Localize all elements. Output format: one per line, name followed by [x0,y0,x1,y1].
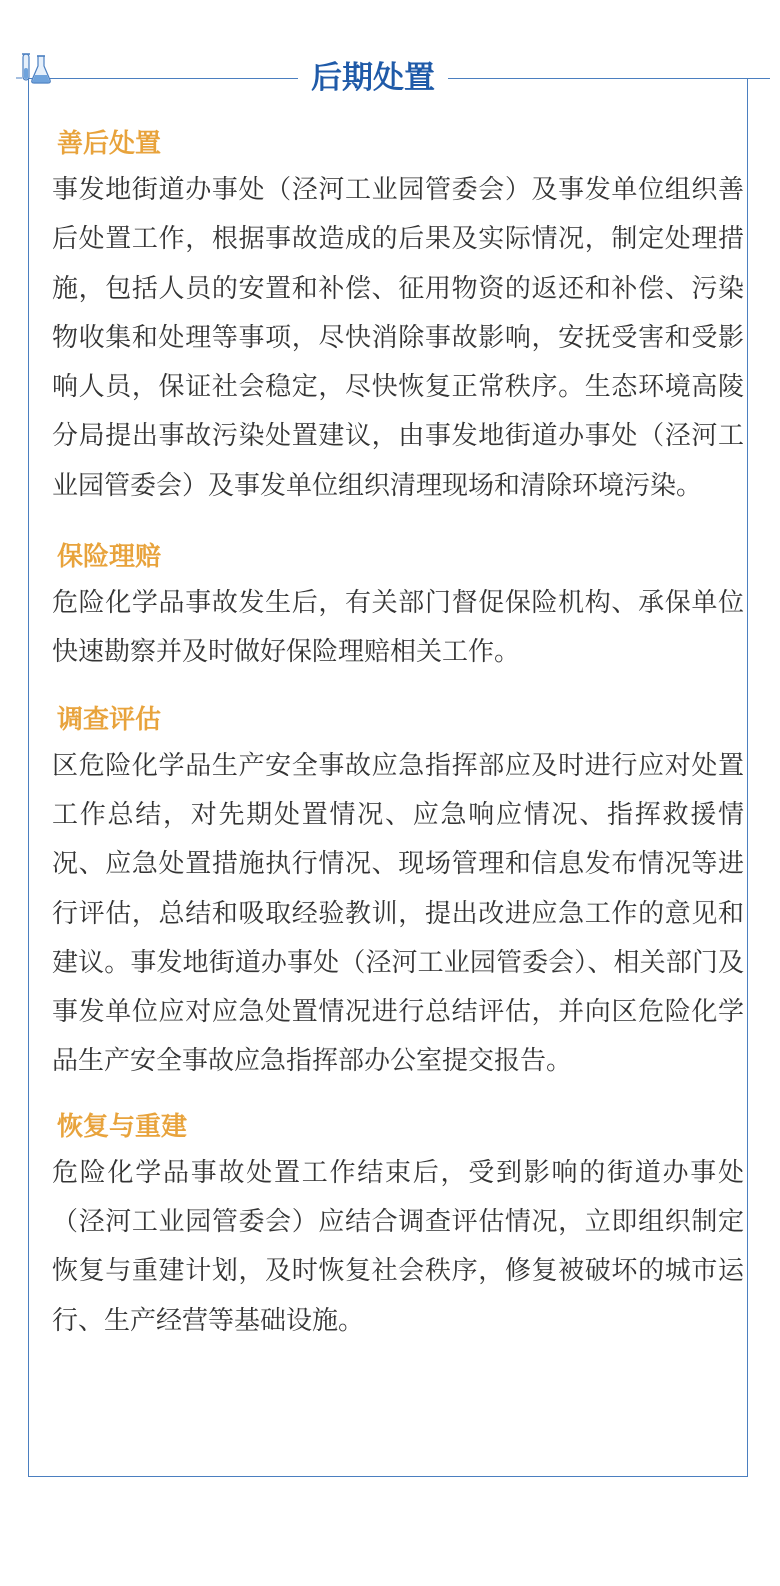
section-heading: 恢复与重建 [57,1111,188,1142]
content-body [52,122,744,1346]
header-rule-left [58,78,298,79]
section-paragraph: 事发地街道办事处（泾河工业园管委会）及事发单位组织善后处置工作，根据事故造成的后果及实际情况，制定处理措施，包括人员的安置和补偿、征用物资的返还和补偿、污染物收集和处理等事项，尽快消除事故影响，安抚受害和受影响人员，保证社会稳定，尽快恢复正常秩序。生态环境高陵分局提出事故污染处置建议，由事发地街道办事处（泾河工业园管委会）及事发单位组织清理现场和清除环境污染。 [52,175,744,501]
section-recovery [52,1105,744,1346]
section-insurance [52,535,744,678]
section-paragraph: 危险化学品事故发生后，有关部门督促保险机构、承保单位快速勘察并及时做好保险理赔相关工作。 [52,588,744,668]
flask-icon [16,48,52,90]
section-aftermath [52,122,744,511]
section-heading: 保险理赔 [57,542,162,573]
section-heading: 调查评估 [57,704,162,735]
section-paragraph: 区危险化学品生产安全事故应急指挥部应及时进行应对处置工作总结，对先期处置情况、应急响应情况、指挥救援情况、应急处置措施执行情况、现场管理和信息发布情况等进行评估，总结和吸取经验教训，提出改进应急工作的意见和建议。事发地街道办事处（泾河工业园管委会）、相关部门及事发单位应对应急处置情况进行总结评估，并向区危险化学品生产安全事故应急指挥部办公室提交报告。 [52,750,744,1077]
section-paragraph: 危险化学品事故处置工作结束后，受到影响的街道办事处（泾河工业园管委会）应结合调查评估情况，立即组织制定恢复与重建计划，及时恢复社会秩序，修复被破坏的城市运行、生产经营等基础设施。 [52,1157,744,1336]
page-title: 后期处置 [298,56,448,100]
section-heading: 善后处置 [57,129,162,159]
header-rule-right [448,78,770,79]
section-investigation [52,698,744,1087]
